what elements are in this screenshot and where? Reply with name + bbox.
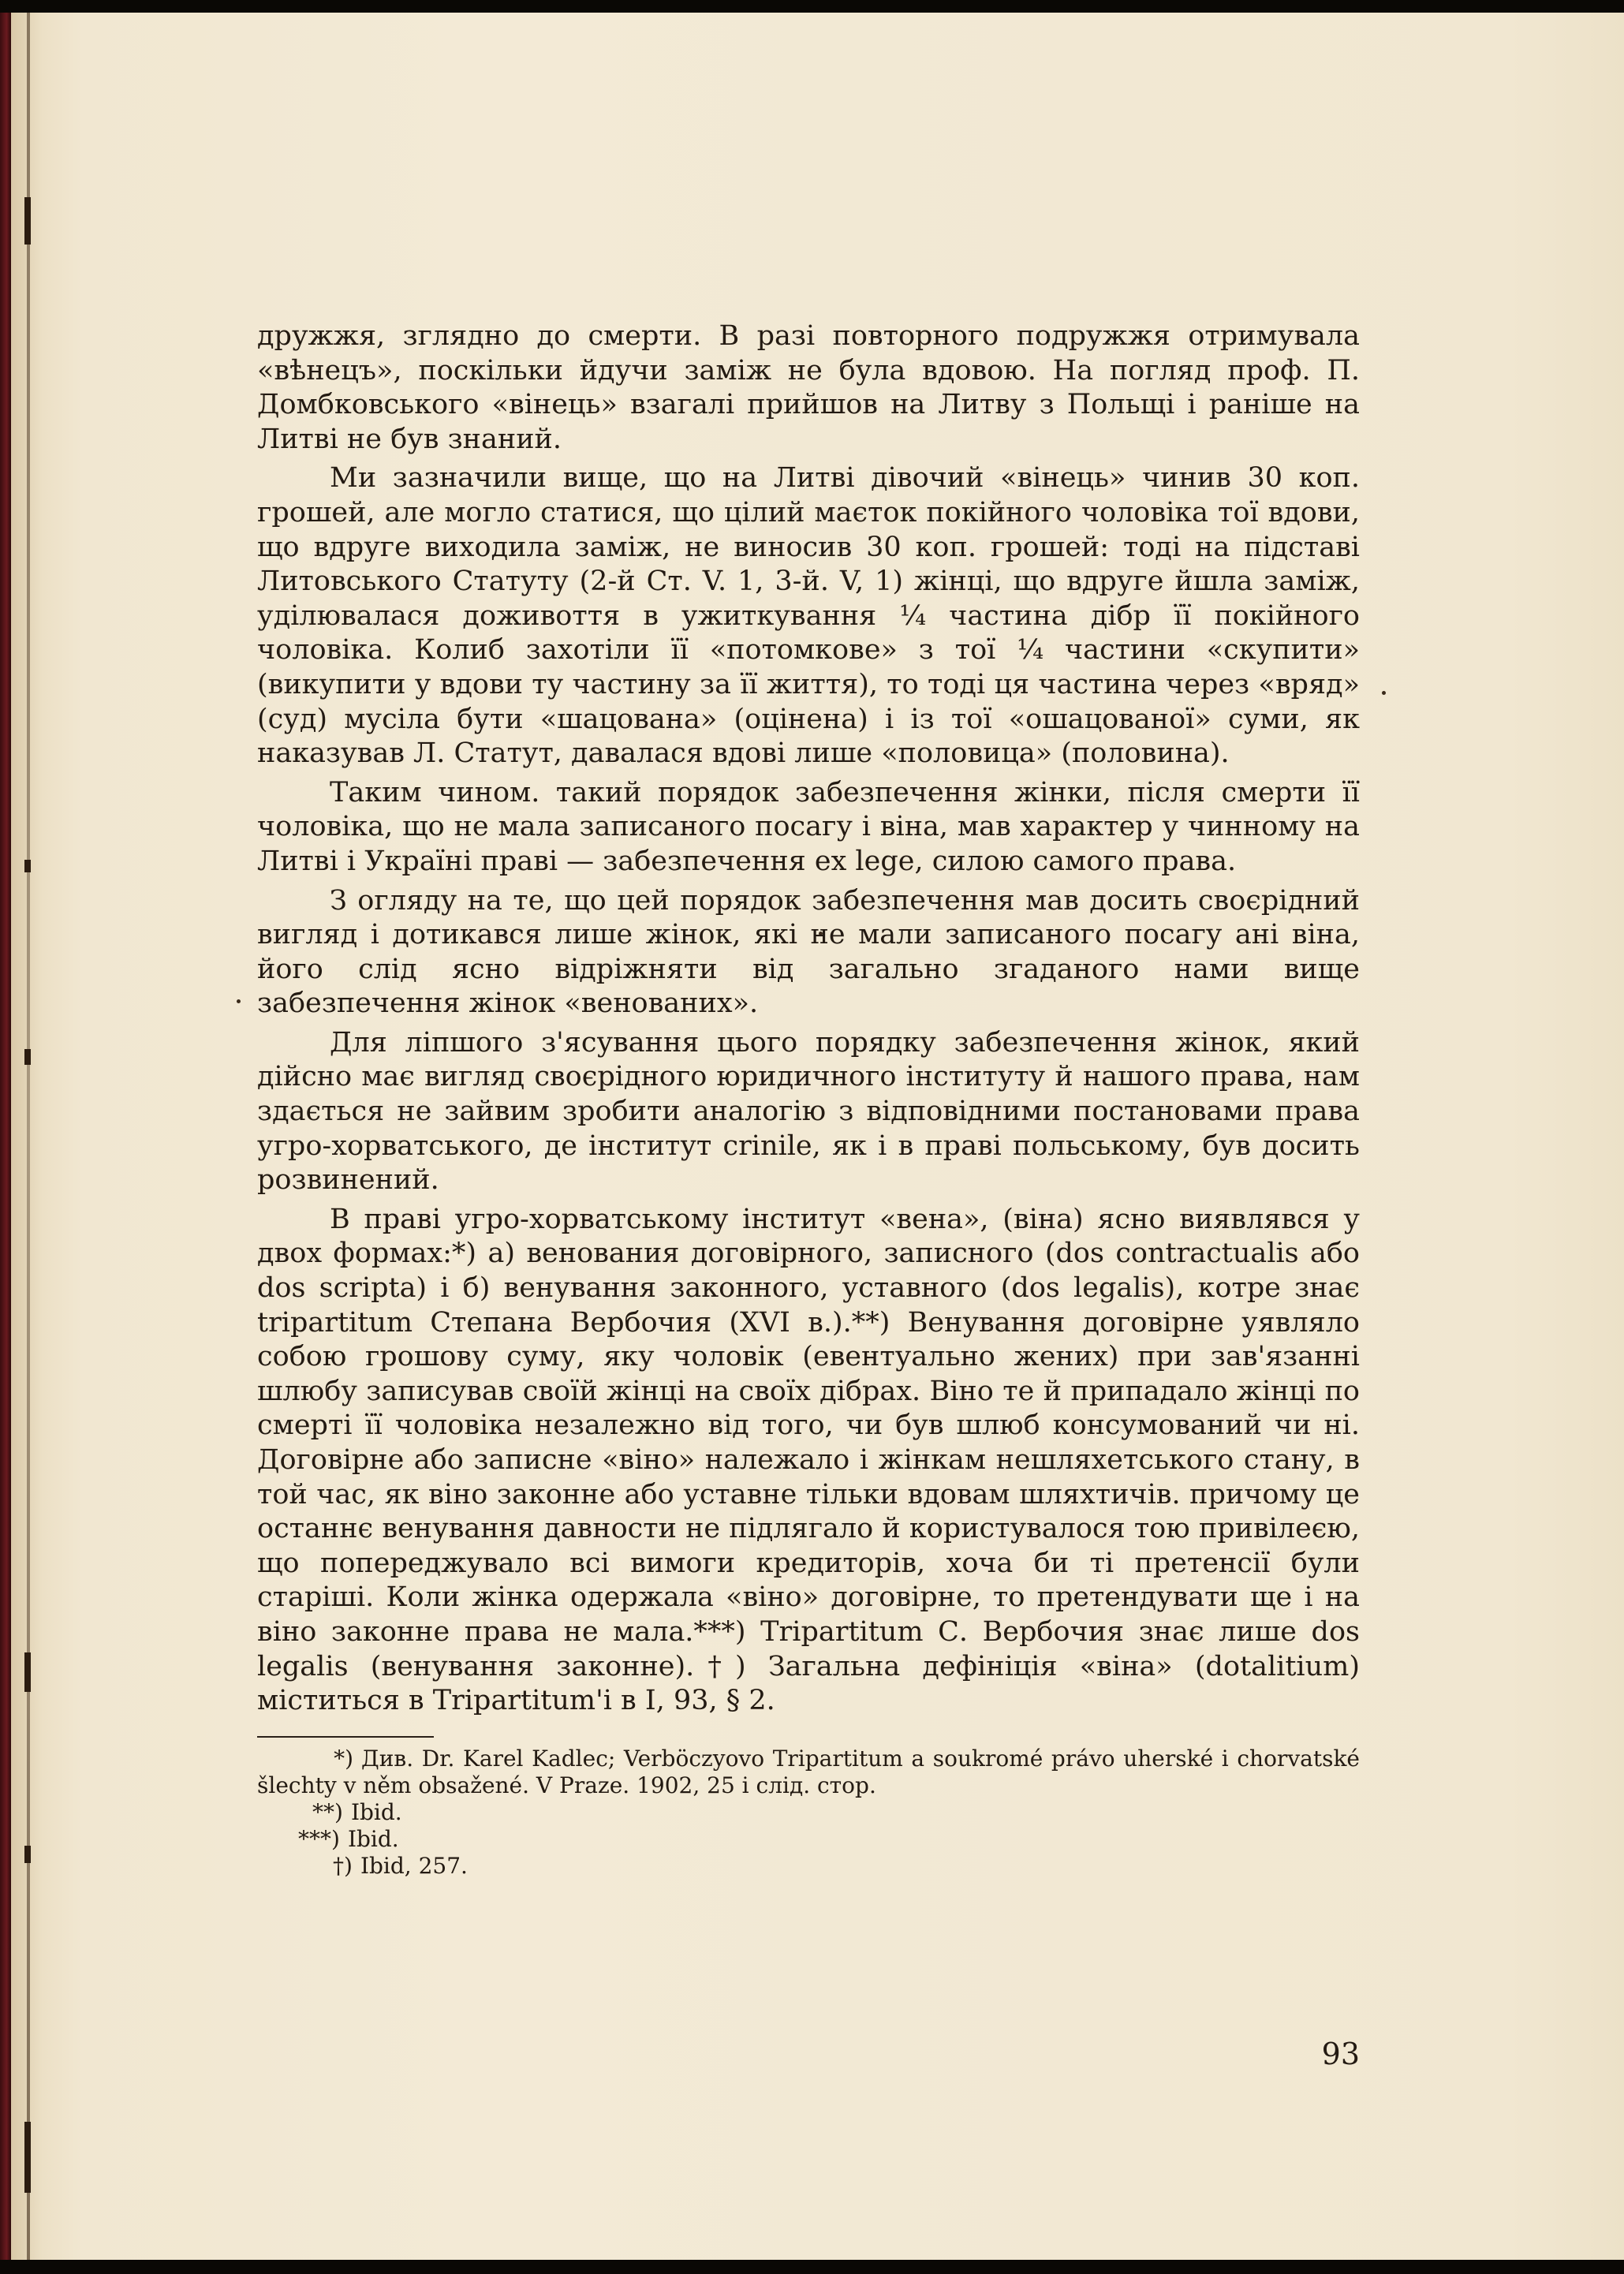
footnote-text: Ibid, 257. [360,1852,468,1879]
footnote-mark: **) [312,1798,343,1825]
ink-speck [237,999,241,1003]
footnote [257,1799,1360,1826]
gutter-mark [24,2122,31,2193]
bottom-edge [0,2260,1624,2274]
page-number: 93 [1321,2037,1360,2071]
paragraph: Для ліпшого з'ясування цього порядку забезпечення жінок, який дійсно має вигляд своєрідного юридичного інституту й нашого права, нам здається не зайвим зробити аналогію з відповідними постановами права угро-хорватського, де інститут crinile, як і в праві польському, був досить розвинений. [257,1026,1360,1197]
paragraph: Таким чином. такий порядок забезпечення жінки, після смерти її чоловіка, що не мала записаного посагу і віна, мав характер у чинному на Литві і Україні праві — забезпечення ex lege, силою самого права. [257,776,1360,877]
footnote-text: Ibid. [350,1798,402,1825]
gutter-line [27,13,30,2260]
body-text [257,319,1360,1880]
footnote [257,1746,1360,1799]
book-spine [0,0,11,2274]
paragraph: З огляду на те, що цей порядок забезпечення мав досить своєрідний вигляд і дотикався лише жінок, які не мали записаного посагу ані віна, його слід ясно відріжняти від загально згаданого нами вище забезпечення жінок «венованих». [257,884,1360,1020]
footnote-mark: ***) [298,1825,340,1852]
footnote-rule [257,1736,434,1738]
top-edge [0,0,1624,13]
footnote [257,1826,1360,1853]
footnotes [257,1746,1360,1880]
footnote-text: Див. Dr. Karel Kadlec; Verböczyovo Tripartitum a soukromé právo uherské i chorvatské šlechty v něm obsažené. V Praze. 1902, 25 і слід. стор. [257,1745,1360,1798]
paragraph: Ми зазначили вище, що на Литві дівочий «вінець» чинив 30 коп. грошей, але могло статися, що цілий маєток покійного чоловіка тої вдови, що вдруге виходила заміж, не виносив 30 коп. грошей: тоді на підставі Литовського Статуту (2-й Ст. V. 1, 3-й. V, 1) жінці, що вдруге йшла заміж, уділювалася доживоття в ужиткування ¼ частина дібр її покійного чоловіка. Колиб захотіли її «потомкове» з тої ¼ частини «скупити» (викупити у вдови ту частину за її життя), то тоді ця частина через «вряд» (суд) мусіла бути «шацована» (оцінена) і із тої «ошацованої» суми, як наказував Л. Статут, давалася вдові лише «половица» (половина). [257,462,1360,770]
paragraph: В праві угро-хорватському інститут «вена», (віна) ясно виявлявся у двох формах:*) а) венования договірного, записного (dos contractualis або dos scripta) і б) венування законного, уставного (dos legalis), котре знає tripartitum Степана Вербочия (XVI в.).**) Венування договірне уявляло собою грошову суму, яку чоловік (евентуально жених) при зав'язанні шлюбу записував своїй жінці на своїх дібрах. Віно те й припадало жінці по смерті її чоловіка незалежно від того, чи був шлюб консумований чи ні. Договірне або записне «віно» належало і жінкам нешляхетського стану, в той час, як віно законне або уставне тільки вдовам шляхтичів. причому це останнє венування давности не підлягало й користувалося тою привілеєю, що попереджувало всі вимоги кредиторів, хоча би ті претенсії були старіші. Коли жінка одержала «віно» договірне, то претендувати ще і на віно законне права не мала.***) Tripartitum С. Вербочия знає лише dos legalis (венування законне).†) Загальна дефініція «віна» (dotalitium) міститься в Tripartitum'і в I, 93, § 2. [257,1203,1360,1717]
gutter-mark [24,1049,31,1065]
footnote [257,1853,1360,1880]
footnote-text: Ibid. [347,1825,399,1852]
ink-speck [1382,691,1386,695]
paragraph: дружжя, зглядно до смерти. В разі повторного подружжя отримувала «вѣнецъ», поскільки йдучи заміж не була вдовою. На погляд проф. П. Домбковського «вінець» взагалі прийшов на Литву з Польщі і раніше на Литві не був знаний. [257,320,1360,455]
footnote-mark: †) [333,1852,353,1879]
gutter-mark [24,1846,31,1863]
gutter-mark [24,1652,31,1692]
gutter-mark [24,860,31,872]
footnote-mark: *) [334,1745,353,1772]
gutter-mark [24,197,31,245]
